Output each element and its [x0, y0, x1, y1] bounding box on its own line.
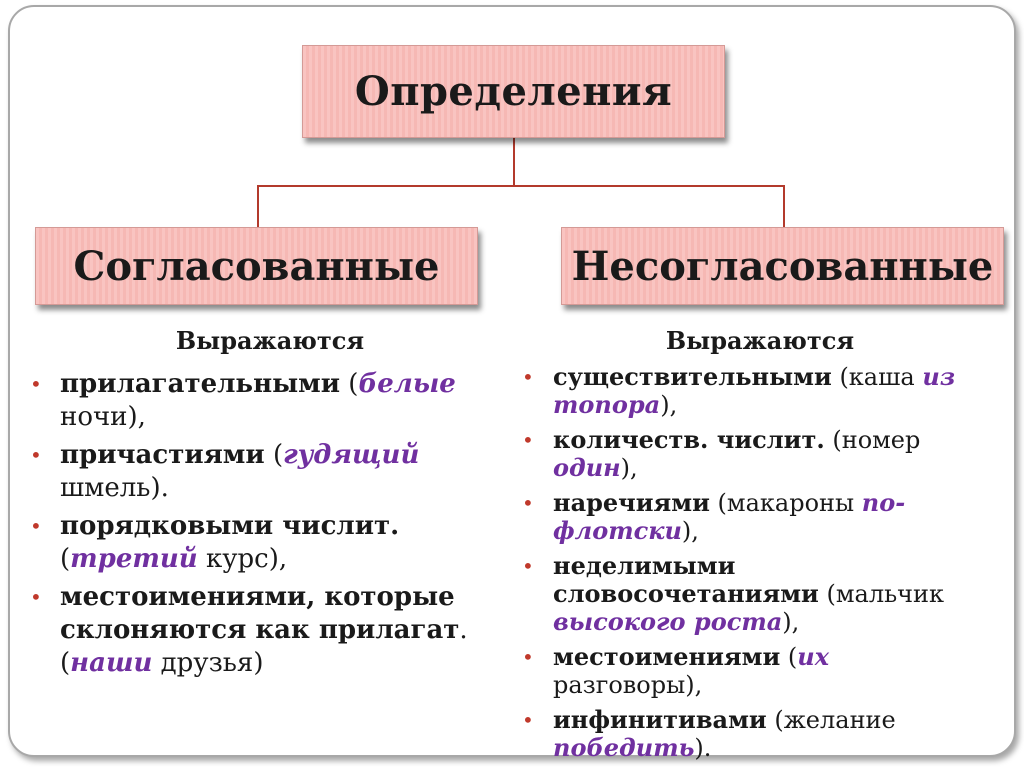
- root-box: [302, 45, 725, 138]
- item-rest: ),: [660, 391, 678, 419]
- item-open: (макароны: [709, 489, 862, 517]
- item-term: местоимениями: [553, 642, 781, 671]
- item-open: (: [60, 544, 71, 574]
- item-term: неделимыми словосочетаниями: [553, 551, 819, 608]
- list-item: [30, 368, 470, 434]
- item-example: победить: [553, 733, 695, 762]
- item-example: из топора: [553, 362, 956, 419]
- list-item: [30, 581, 470, 680]
- root-label: Определения: [354, 68, 673, 115]
- non-agreed-box: [561, 227, 1004, 305]
- bullet-icon: •: [522, 428, 534, 452]
- item-rest: ).: [694, 734, 712, 762]
- list-item: [522, 363, 962, 419]
- item-term: инфинитивами: [553, 705, 767, 734]
- bullet-icon: •: [30, 585, 42, 609]
- list-item: [522, 426, 962, 482]
- item-term: наречиями: [553, 488, 710, 517]
- agreed-list: [30, 368, 470, 685]
- item-term: прилагательными: [60, 369, 341, 399]
- item-term: существительными: [553, 362, 832, 391]
- list-item: [522, 552, 962, 636]
- item-example: гудящий: [283, 440, 420, 470]
- connector-right-drop: [783, 185, 785, 227]
- bullet-icon: •: [522, 491, 534, 515]
- item-example: высокого роста: [553, 607, 783, 636]
- item-rest: ночи),: [60, 402, 146, 432]
- item-example: один: [553, 453, 621, 482]
- agreed-heading: Выражаются: [175, 326, 365, 355]
- agreed-box: [35, 227, 478, 305]
- item-rest: ),: [681, 517, 699, 545]
- list-item: [30, 439, 470, 505]
- item-open: (: [264, 440, 284, 470]
- bullet-icon: •: [522, 365, 534, 389]
- bullet-icon: •: [522, 708, 534, 732]
- list-item: [522, 643, 962, 699]
- item-open: (: [780, 643, 798, 671]
- connector-root-stem: [513, 138, 515, 186]
- item-open: (мальчик: [818, 580, 945, 608]
- item-example: белые: [358, 369, 456, 399]
- item-open: . (: [60, 615, 468, 678]
- list-item: [522, 706, 962, 762]
- item-rest: друзья): [152, 648, 264, 678]
- list-item: [522, 489, 962, 545]
- item-open: (: [340, 369, 359, 399]
- bullet-icon: •: [30, 372, 42, 396]
- item-term: порядковыми числит.: [60, 511, 400, 541]
- list-item: [30, 510, 470, 576]
- connector-left-drop: [257, 185, 259, 227]
- item-term: количеств. числит.: [553, 425, 825, 454]
- agreed-title: Согласованные: [73, 242, 440, 290]
- item-rest: курс),: [197, 544, 288, 574]
- item-term: причастиями: [60, 440, 265, 470]
- item-example: третий: [70, 544, 198, 574]
- item-example: по-флотски: [553, 488, 906, 545]
- item-open: (номер: [824, 426, 921, 454]
- item-rest: ),: [620, 454, 638, 482]
- item-rest: ),: [782, 608, 800, 636]
- non-agreed-heading: Выражаются: [665, 326, 855, 355]
- bullet-icon: •: [30, 514, 42, 538]
- item-open: (каша: [831, 363, 923, 391]
- connector-horizontal: [257, 185, 785, 187]
- bullet-icon: •: [522, 645, 534, 669]
- item-term: местоимениями, которые склоняются как прилагат: [60, 582, 460, 645]
- item-open: (желание: [766, 706, 896, 734]
- item-rest: разговоры),: [553, 671, 703, 699]
- bullet-icon: •: [30, 443, 42, 467]
- item-example: их: [797, 642, 830, 671]
- non-agreed-title: Несогласованные: [571, 242, 994, 290]
- bullet-icon: •: [522, 554, 534, 578]
- item-rest: шмель).: [60, 473, 169, 503]
- non-agreed-list: [522, 363, 962, 767]
- item-example: наши: [70, 648, 153, 678]
